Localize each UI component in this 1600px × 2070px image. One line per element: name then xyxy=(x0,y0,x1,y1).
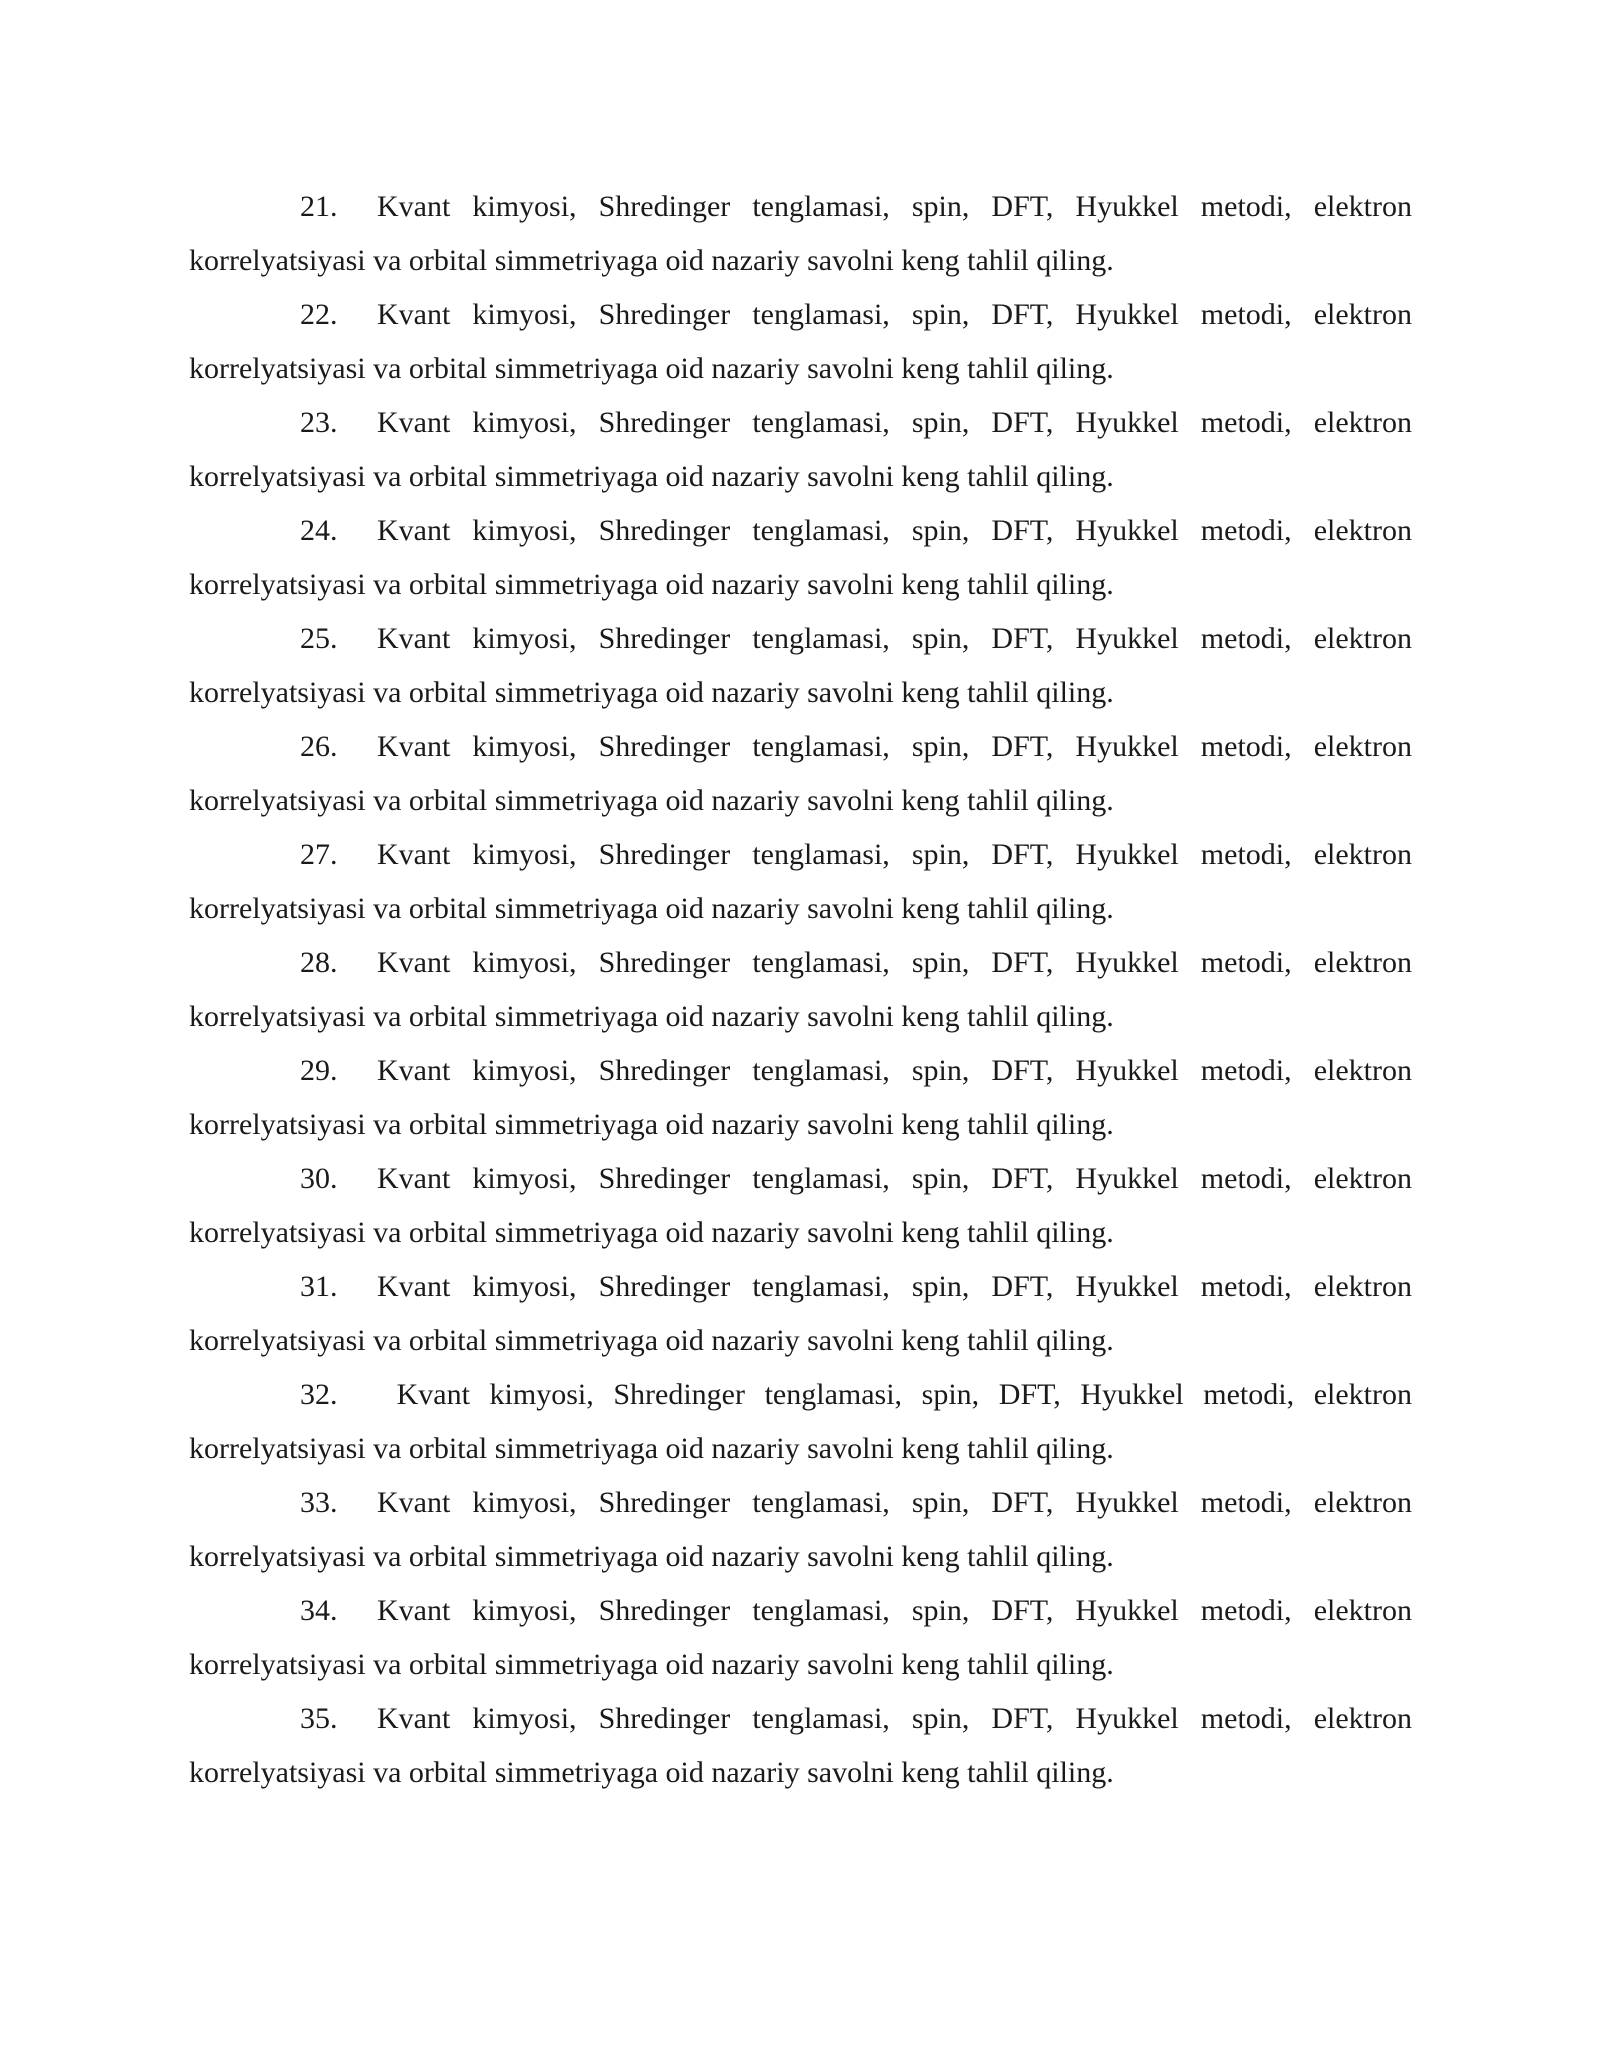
question-text: Kvant kimyosi, Shredinger tenglamasi, spin, DFT, Hyukkel metodi, elektron korrelyatsiyasi va orbital simmetriyaga oid nazariy savolni keng tahlil qiling. xyxy=(189,1162,1412,1249)
question-item xyxy=(189,1260,1412,1368)
question-number: 27. xyxy=(300,838,338,871)
question-item xyxy=(189,288,1412,396)
question-text: Kvant kimyosi, Shredinger tenglamasi, spin, DFT, Hyukkel metodi, elektron korrelyatsiyasi va orbital simmetriyaga oid nazariy savolni keng tahlil qiling. xyxy=(189,1702,1412,1789)
question-text: Kvant kimyosi, Shredinger tenglamasi, spin, DFT, Hyukkel metodi, elektron korrelyatsiyasi va orbital simmetriyaga oid nazariy savolni keng tahlil qiling. xyxy=(189,622,1412,709)
question-item xyxy=(189,936,1412,1044)
question-text: Kvant kimyosi, Shredinger tenglamasi, spin, DFT, Hyukkel metodi, elektron korrelyatsiyasi va orbital simmetriyaga oid nazariy savolni keng tahlil qiling. xyxy=(189,1594,1412,1681)
question-item xyxy=(189,504,1412,612)
question-number: 25. xyxy=(300,622,338,655)
question-number: 34. xyxy=(300,1594,338,1627)
question-number: 33. xyxy=(300,1486,338,1519)
question-item xyxy=(189,1584,1412,1692)
question-text: Kvant kimyosi, Shredinger tenglamasi, spin, DFT, Hyukkel metodi, elektron korrelyatsiyasi va orbital simmetriyaga oid nazariy savolni keng tahlil qiling. xyxy=(189,1270,1412,1357)
question-number: 23. xyxy=(300,406,338,439)
question-text: Kvant kimyosi, Shredinger tenglamasi, spin, DFT, Hyukkel metodi, elektron korrelyatsiyasi va orbital simmetriyaga oid nazariy savolni keng tahlil qiling. xyxy=(189,1378,1412,1465)
question-number: 26. xyxy=(300,730,338,763)
question-number: 22. xyxy=(300,298,338,331)
question-number: 24. xyxy=(300,514,338,547)
question-item xyxy=(189,612,1412,720)
question-item xyxy=(189,720,1412,828)
question-number: 32. xyxy=(300,1378,338,1411)
question-item xyxy=(189,1476,1412,1584)
question-item xyxy=(189,396,1412,504)
question-number: 28. xyxy=(300,946,338,979)
question-text: Kvant kimyosi, Shredinger tenglamasi, spin, DFT, Hyukkel metodi, elektron korrelyatsiyasi va orbital simmetriyaga oid nazariy savolni keng tahlil qiling. xyxy=(189,514,1412,601)
question-item xyxy=(189,180,1412,288)
question-number: 21. xyxy=(300,190,338,223)
question-item xyxy=(189,1368,1412,1476)
question-text: Kvant kimyosi, Shredinger tenglamasi, spin, DFT, Hyukkel metodi, elektron korrelyatsiyasi va orbital simmetriyaga oid nazariy savolni keng tahlil qiling. xyxy=(189,406,1412,493)
question-text: Kvant kimyosi, Shredinger tenglamasi, spin, DFT, Hyukkel metodi, elektron korrelyatsiyasi va orbital simmetriyaga oid nazariy savolni keng tahlil qiling. xyxy=(189,298,1412,385)
question-item xyxy=(189,1152,1412,1260)
question-text: Kvant kimyosi, Shredinger tenglamasi, spin, DFT, Hyukkel metodi, elektron korrelyatsiyasi va orbital simmetriyaga oid nazariy savolni keng tahlil qiling. xyxy=(189,1486,1412,1573)
question-text: Kvant kimyosi, Shredinger tenglamasi, spin, DFT, Hyukkel metodi, elektron korrelyatsiyasi va orbital simmetriyaga oid nazariy savolni keng tahlil qiling. xyxy=(189,946,1412,1033)
question-number: 30. xyxy=(300,1162,338,1195)
question-text: Kvant kimyosi, Shredinger tenglamasi, spin, DFT, Hyukkel metodi, elektron korrelyatsiyasi va orbital simmetriyaga oid nazariy savolni keng tahlil qiling. xyxy=(189,190,1412,277)
question-number: 35. xyxy=(300,1702,338,1735)
question-item xyxy=(189,1692,1412,1800)
question-text: Kvant kimyosi, Shredinger tenglamasi, spin, DFT, Hyukkel metodi, elektron korrelyatsiyasi va orbital simmetriyaga oid nazariy savolni keng tahlil qiling. xyxy=(189,730,1412,817)
question-number: 31. xyxy=(300,1270,338,1303)
question-item xyxy=(189,1044,1412,1152)
question-text: Kvant kimyosi, Shredinger tenglamasi, spin, DFT, Hyukkel metodi, elektron korrelyatsiyasi va orbital simmetriyaga oid nazariy savolni keng tahlil qiling. xyxy=(189,1054,1412,1141)
question-item xyxy=(189,828,1412,936)
question-number: 29. xyxy=(300,1054,338,1087)
question-list xyxy=(189,180,1412,1800)
question-text: Kvant kimyosi, Shredinger tenglamasi, spin, DFT, Hyukkel metodi, elektron korrelyatsiyasi va orbital simmetriyaga oid nazariy savolni keng tahlil qiling. xyxy=(189,838,1412,925)
